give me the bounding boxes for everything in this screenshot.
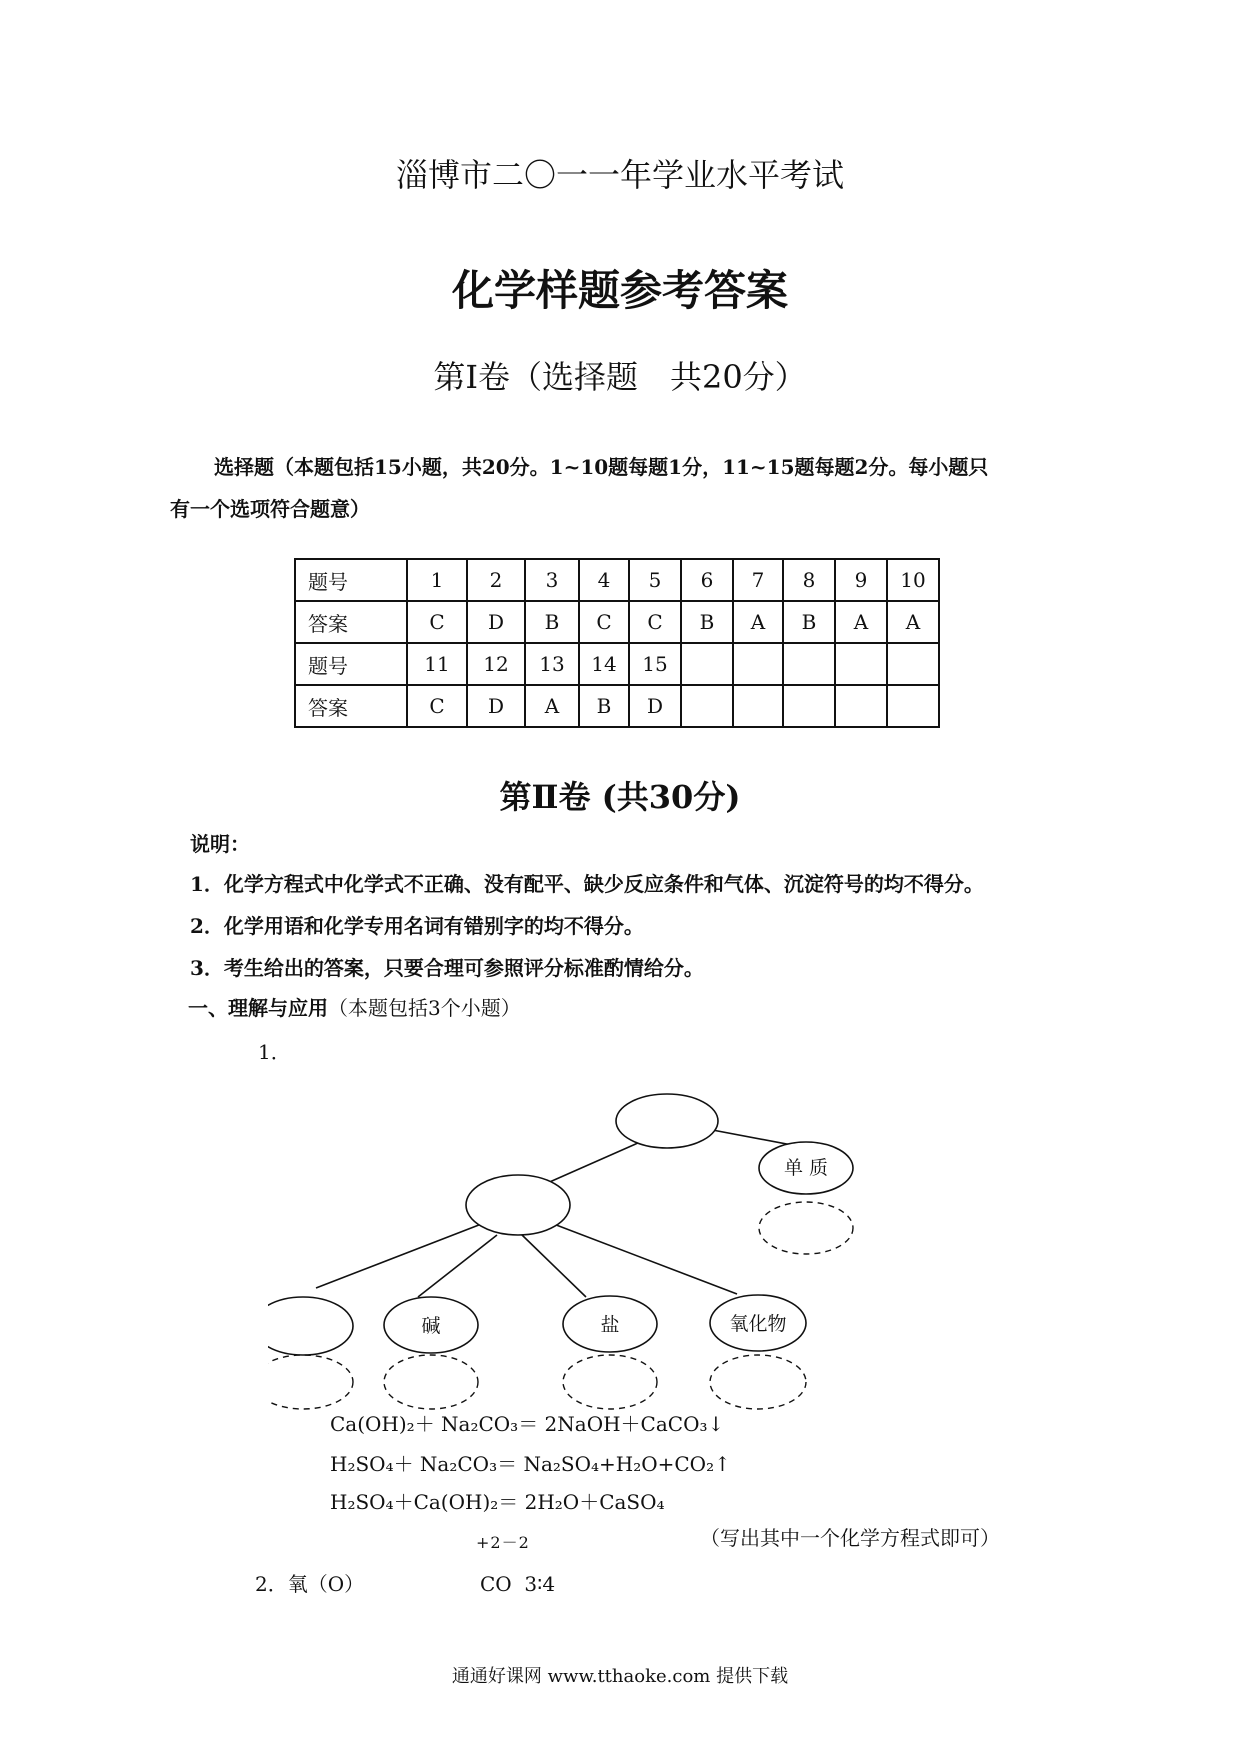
label-salt: 盐 xyxy=(600,1314,620,1336)
node-top-blank xyxy=(616,1094,718,1148)
table-cell: 7 xyxy=(733,559,783,601)
note-3: 3．考生给出的答案，只要合理可参照评分标准酌情给分。 xyxy=(190,956,704,980)
table-cell: 11 xyxy=(407,643,467,685)
table-cell: B xyxy=(681,601,733,643)
table-cell: 10 xyxy=(887,559,939,601)
intro-line-2: 有一个选项符合题意） xyxy=(170,497,370,521)
table-cell: B xyxy=(525,601,579,643)
table-cell xyxy=(887,685,939,727)
table-cell xyxy=(783,685,835,727)
table-cell: 2 xyxy=(467,559,525,601)
table-cell: B xyxy=(579,685,629,727)
line-compound-salt xyxy=(522,1235,586,1297)
table-cell: 13 xyxy=(525,643,579,685)
table-cell: A xyxy=(525,685,579,727)
table-cell xyxy=(681,643,733,685)
table-cell: C xyxy=(407,601,467,643)
part2-heading: 第Ⅱ卷 (共30分) xyxy=(499,778,741,816)
answer-table-row-numbers-1 xyxy=(295,559,939,601)
table-cell xyxy=(887,643,939,685)
table-cell: A xyxy=(835,601,887,643)
table-cell: A xyxy=(733,601,783,643)
document-subtitle: 化学样题参考答案 xyxy=(451,266,788,315)
table-cell: 3 xyxy=(525,559,579,601)
notes-heading: 说明： xyxy=(190,832,250,856)
table-cell: A xyxy=(887,601,939,643)
table-cell: D xyxy=(467,685,525,727)
dashed-node-salt xyxy=(563,1355,657,1409)
classification-diagram xyxy=(268,1088,968,1418)
table-cell: 4 xyxy=(579,559,629,601)
table-cell: 12 xyxy=(467,643,525,685)
table-cell: D xyxy=(467,601,525,643)
dashed-node-oxide xyxy=(710,1355,806,1409)
dashed-node-base xyxy=(384,1355,478,1409)
table-cell: C xyxy=(407,685,467,727)
table-cell: 8 xyxy=(783,559,835,601)
table-cell: C xyxy=(629,601,681,643)
question-1-label: 1． xyxy=(258,1040,291,1064)
section-1-heading xyxy=(188,992,521,1021)
equation-1: Ca(OH)₂＋ Na₂CO₃＝ 2NaOH＋CaCO₃↓ xyxy=(330,1412,725,1436)
answer-table-row-answers-2 xyxy=(295,685,939,727)
label-base: 碱 xyxy=(421,1315,441,1337)
co-formula-line xyxy=(480,1572,555,1596)
answer-table-row-numbers-2 xyxy=(295,643,939,685)
answer-table xyxy=(294,558,940,728)
note-2: 2．化学用语和化学专用名词有错别字的均不得分。 xyxy=(190,914,644,938)
equation-2: H₂SO₄＋ Na₂CO₃＝ Na₂SO₄+H₂O+CO₂↑ xyxy=(330,1452,731,1476)
answer-table-body xyxy=(295,559,939,727)
table-cell xyxy=(733,643,783,685)
label-oxide: 氧化物 xyxy=(729,1313,787,1335)
choice-intro xyxy=(170,446,1070,530)
equation-note: （写出其中一个化学方程式即可） xyxy=(700,1526,1000,1550)
table-cell xyxy=(783,643,835,685)
table-cell: C xyxy=(579,601,629,643)
table-row-header: 题号 xyxy=(295,559,407,601)
table-cell: D xyxy=(629,685,681,727)
co-formula: CO xyxy=(480,1572,512,1596)
table-row-header: 答案 xyxy=(295,685,407,727)
table-row-header: 答案 xyxy=(295,601,407,643)
table-cell: 14 xyxy=(579,643,629,685)
table-cell: 5 xyxy=(629,559,681,601)
table-cell: 6 xyxy=(681,559,733,601)
line-top-compound xyxy=(536,1139,647,1188)
line-compound-acid xyxy=(316,1223,484,1288)
table-cell: 1 xyxy=(407,559,467,601)
table-cell: B xyxy=(783,601,835,643)
page-footer: 通通好课网 www.tthaoke.com 提供下载 xyxy=(451,1666,789,1687)
table-cell xyxy=(681,685,733,727)
intro-line-1: 选择题（本题包括15小题，共20分。1~10题每题1分，11~15题每题2分。每小题只 xyxy=(214,455,989,479)
document-title: 淄博市二〇一一年学业水平考试 xyxy=(395,156,844,194)
valence-marks: +2－2 xyxy=(476,1533,530,1552)
answer-table-row-answers-1 xyxy=(295,601,939,643)
part1-heading: 第Ⅰ卷（选择题 共20分） xyxy=(433,358,807,396)
node-compound-blank xyxy=(466,1175,570,1235)
section-1-rest: （本题包括3个小题） xyxy=(328,996,521,1020)
section-1-label: 一、理解与应用 xyxy=(188,996,328,1020)
node-acid-blank xyxy=(268,1297,353,1355)
question-2-answer: 2．氧（O） xyxy=(255,1572,365,1596)
table-row-header: 题号 xyxy=(295,643,407,685)
note-1: 1．化学方程式中化学式不正确、没有配平、缺少反应条件和气体、沉淀符号的均不得分。 xyxy=(190,872,984,896)
connector-lines xyxy=(316,1125,829,1297)
table-cell: 15 xyxy=(629,643,681,685)
table-cell xyxy=(835,643,887,685)
equation-3: H₂SO₄＋Ca(OH)₂＝ 2H₂O＋CaSO₄ xyxy=(330,1490,665,1514)
label-element: 单 质 xyxy=(783,1157,829,1179)
line-compound-oxide xyxy=(551,1223,737,1294)
mass-ratio: 3∶4 xyxy=(524,1572,556,1596)
table-cell xyxy=(733,685,783,727)
dashed-node-acid xyxy=(268,1355,353,1409)
dashed-node-element xyxy=(759,1202,853,1254)
table-cell xyxy=(835,685,887,727)
table-cell: 9 xyxy=(835,559,887,601)
